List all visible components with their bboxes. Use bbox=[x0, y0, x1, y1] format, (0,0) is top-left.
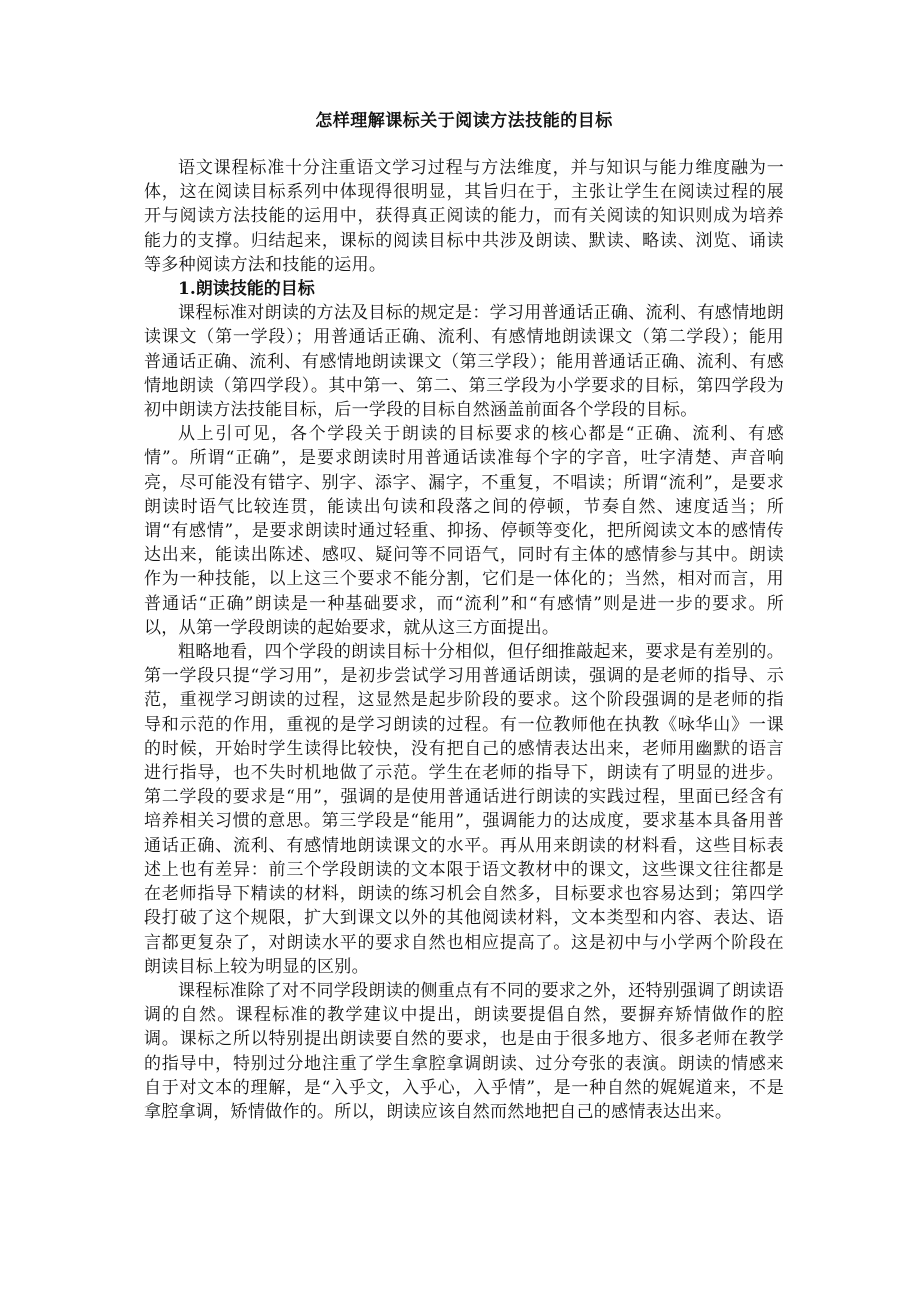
body-paragraph: 从上引可见，各个学段关于朗读的目标要求的核心都是“正确、流利、有感情”。所谓“正确”，是要求朗读时用普通话读准每个字的字音，吐字清楚、声音响亮，尽可能没有错字、别字、添字、漏字，不重复，不唱读；所谓“流利”，是要求朗读时语气比较连贯，能读出句读和段落之间的停顿，节奏自然、速度适当；所谓“有感情”，是要求朗读时通过轻重、抑扬、停顿等变化，把所阅读文本的感情传达出来，能读出陈述、感叹、疑问等不同语气，同时有主体的感情参与其中。朗读作为一种技能，以上这三个要求不能分割，它们是一体化的；当然，相对而言，用普通话“正确”朗读是一种基础要求，而“流利”和“有感情”则是进一步的要求。所以，从第一学段朗读的起始要求，就从这三方面提出。 bbox=[144, 424, 784, 638]
body-paragraph: 课程标准对朗读的方法及目标的规定是：学习用普通话正确、流利、有感情地朗读课文（第一学段）；用普通话正确、流利、有感情地朗读课文（第二学段）；能用普通话正确、流利、有感情地朗读课文（第三学段）；能用普通话正确、流利、有感情地朗读（第四学段）。其中第一、第二、第三学段为小学要求的目标，第四学段为初中朗读方法技能目标，后一学段的目标自然涵盖前面各个学段的目标。 bbox=[144, 303, 784, 421]
document-title: 怎样理解课标关于阅读方法技能的目标 bbox=[315, 111, 613, 131]
document-page bbox=[144, 108, 784, 1124]
body-paragraph: 粗略地看，四个学段的朗读目标十分相似，但仔细推敲起来，要求是有差别的。第一学段只提“学习用”，是初步尝试学习用普通话朗读，强调的是老师的指导、示范，重视学习朗读的过程，这显然是起步阶段的要求。这个阶段强调的是老师的指导和示范的作用，重视的是学习朗读的过程。有一位教师他在执教《咏华山》一课的时候，开始时学生读得比较快，没有把自己的感情表达出来，老师用幽默的语言进行指导，也不失时机地做了示范。学生在老师的指导下，朗读有了明显的进步。第二学段的要求是“用”，强调的是使用普通话进行朗读的实践过程，里面已经含有培养相关习惯的意思。第三学段是“能用”，强调能力的达成度，要求基本具备用普通话正确、流利、有感情地朗读课文的水平。再从用来朗读的材料看，这些目标表述上也有差异：前三个学段朗读的文本限于语文教材中的课文，这些课文往往都是在老师指导下精读的材料，朗读的练习机会自然多，目标要求也容易达到；第四学段打破了这个规限，扩大到课文以外的其他阅读材料，文本类型和内容、表达、语言都更复杂了，对朗读水平的要求自然也相应提高了。这是初中与小学两个阶段在朗读目标上较为明显的区别。 bbox=[144, 642, 784, 977]
section-heading: 1.朗读技能的目标 bbox=[178, 279, 315, 300]
intro-paragraph: 语文课程标准十分注重语文学习过程与方法维度，并与知识与能力维度融为一体，这在阅读目标系列中体现得很明显，其旨归在于，主张让学生在阅读过程的展开与阅读方法技能的运用中，获得真正阅读的能力，而有关阅读的知识则成为培养能力的支撑。归结起来，课标的阅读目标中共涉及朗读、默读、略读、浏览、诵读等多种阅读方法和技能的运用。 bbox=[144, 158, 784, 275]
body-paragraph: 课程标准除了对不同学段朗读的侧重点有不同的要求之外，还特别强调了朗读语调的自然。课程标准的教学建议中提出，朗读要提倡自然，要摒弃矫情做作的腔调。课标之所以特别提出朗读要自然的要求，也是由于很多地方、很多老师在教学的指导中，特别过分地注重了学生拿腔拿调朗读、过分夸张的表演。朗读的情感来自于对文本的理解，是“入乎文，入乎心，入乎情”，是一种自然的娓娓道来，不是拿腔拿调，矫情做作的。所以，朗读应该自然而然地把自己的感情表达出来。 bbox=[144, 980, 784, 1122]
